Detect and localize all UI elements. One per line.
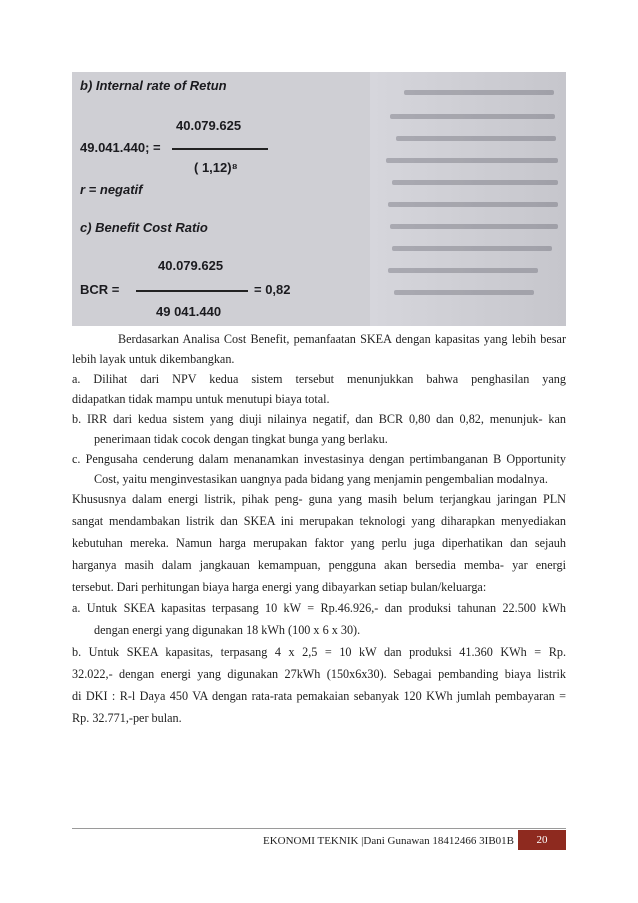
irr-denominator: ( 1,12)⁸ [194,160,238,175]
bcr-fraction-bar [136,290,248,292]
item-ib-line-3: di DKI : R-l Daya 450 VA dengan rata-rata pemakaian sebanyak 120 KWh jumlah pembayaran = [72,689,566,703]
footer-divider [72,828,566,829]
scan-background-right [370,72,566,326]
paragraph-k-line-5: tersebut. Dari perhitungan biaya harga energi yang dibayarkan setiap bulan/keluarga: [72,580,487,594]
footer-text: EKONOMI TEKNIK |Dani Gunawan 18412466 3IB01B [263,835,514,847]
r-result: r = negatif [80,182,143,197]
item-a-line-2: didapatkan tidak mampu untuk menutupi biaya total. [72,392,330,406]
item-ib-line-4: Rp. 32.771,-per bulan. [72,711,182,725]
irr-fraction-bar [172,148,268,150]
paragraph-k-line-2: sangat mendambakan listrik dan SKEA ini merupakan teknologi yang diharapkan menyediakan [72,514,566,528]
page-number: 20 [518,830,566,850]
item-a-line-1: a. Dilihat dari NPV kedua sistem tersebut menunjukkan bahwa penghasilan yang [72,372,566,386]
bcr-numerator: 40.079.625 [158,258,224,273]
item-ia-line-2: dengan energi yang digunakan 18 kWh (100 x 6 x 30). [94,623,361,637]
heading-bcr: c) Benefit Cost Ratio [80,220,208,235]
item-ia-line-1: a. Untuk SKEA kapasitas terpasang 10 kW = Rp.46.926,- dan produksi tahunan 22.500 kWh [72,601,566,615]
paragraph-1-line-1: Berdasarkan Analisa Cost Benefit, pemanfaatan SKEA dengan kapasitas yang lebih besar [118,332,566,346]
item-ib-line-2: 32.022,- dengan energi yang digunakan 27kWh (150x6x30). Sebagai pembanding biaya listrik [72,667,566,681]
paragraph-k-line-3: kebutuhan mereka. Namun harga merupakan faktor yang perlu juga diperhatikan dan sejauh [72,536,566,550]
paragraph-1-line-2: lebih layak untuk dikembangkan. [72,352,235,366]
item-ib-line-1: b. Untuk SKEA kapasitas, terpasang 4 x 2,5 = 10 kW dan produksi 41.360 KWh = Rp. [72,645,566,659]
item-b-line-1: b. IRR dari kedua sistem yang diuji nilainya negatif, dan BCR 0,80 dan 0,82, menunjuk- kan [72,412,566,426]
paragraph-k-line-4: harganya masih dalam jangkauan kemampuan, pengguna akan bersedia memba- yar energi [72,558,566,572]
irr-numerator: 40.079.625 [176,118,242,133]
bcr-denominator: 49 041.440 [156,304,222,319]
irr-left-side: 49.041.440; = [80,140,161,155]
item-c-line-1: c. Pengusaha cenderung dalam menanamkan investasinya dengan pertimbanganan B Opportunity [72,452,566,466]
paragraph-k-line-1: Khususnya dalam energi listrik, pihak peng- guna yang masih belum terjangkau jaringan PLN [72,492,566,506]
heading-irr: b) Internal rate of Retun [80,78,227,93]
bcr-label: BCR = [80,282,120,297]
item-c-line-2: Cost, yaitu menginvestasikan uangnya pada bidang yang menjamin pengembalian modalnya. [94,472,548,486]
bcr-result: = 0,82 [254,282,291,297]
scanned-formula-image [72,72,566,326]
item-b-line-2: penerimaan tidak cocok dengan tingkat bunga yang berlaku. [94,432,388,446]
